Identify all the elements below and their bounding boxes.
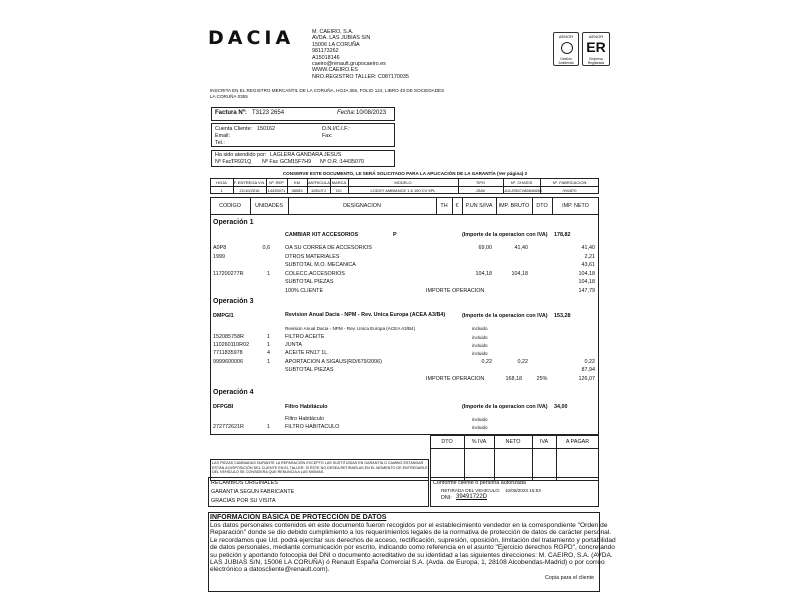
op3-importe-op-dto: 25% bbox=[536, 376, 548, 382]
vehicle-value-cell: 14435071 bbox=[267, 188, 286, 193]
line-header-cell: CODIGO bbox=[219, 203, 241, 209]
cuenta-value: 150162 bbox=[257, 126, 275, 132]
privacy-line: electrónico a datoscliente@renault.com). bbox=[210, 566, 330, 574]
row-incluido: incluido bbox=[472, 424, 488, 430]
row-desc: JUNTA bbox=[285, 342, 302, 349]
cuenta-label: Cuenta Cliente: bbox=[215, 126, 253, 132]
row-code: 117200277R bbox=[213, 270, 244, 277]
dealer-web: WWW.CAEIRO.ES bbox=[312, 67, 358, 74]
nfacgcm-label: Nº Fac GCM: bbox=[262, 159, 294, 165]
line-header-cell: TH bbox=[440, 203, 448, 209]
row-incluido: incluido bbox=[472, 342, 488, 348]
row-neto: 41,40 bbox=[581, 245, 595, 251]
cert-sub: Empresa Registrada bbox=[587, 57, 605, 65]
op4-incluido: incluido bbox=[472, 417, 488, 422]
leaf-icon bbox=[561, 42, 573, 54]
row-bruto: 41,40 bbox=[514, 245, 528, 251]
privacy-line: Le recordamos que Ud. podrá ejercitar sus derechos de acceso, rectificación, supresión, oposición, limitación del tratamiento y portabilidad bbox=[210, 536, 616, 544]
privacy-title: INFORMACIÓN BÁSICA DE PROTECCIÓN DE DATOS bbox=[210, 514, 387, 521]
cert-label: AENOR bbox=[558, 34, 574, 39]
vehicle-value-cell: 1155JTJ bbox=[310, 188, 327, 193]
row-neto: 0,22 bbox=[584, 358, 595, 365]
op4-importe: 34,00 bbox=[554, 404, 568, 410]
op4-code: DFPGBI bbox=[213, 404, 234, 410]
dealer-line: A15018146 bbox=[312, 54, 340, 61]
factura-number: T3123 2654 bbox=[252, 110, 285, 116]
op1-importe-op-label: IMPORTE OPERACION bbox=[426, 288, 485, 294]
op3-importe-op-bruto: 168,18 bbox=[505, 376, 522, 382]
nor-value: 14435070 bbox=[340, 159, 364, 165]
row-neto: 104,18 bbox=[578, 279, 595, 286]
copy-note: Copia para el cliente bbox=[545, 575, 595, 581]
row-neto: 104,18 bbox=[578, 270, 595, 277]
row-units: 1 bbox=[267, 342, 270, 349]
fax-label: Fax: bbox=[322, 133, 333, 139]
row-incluido: incluido bbox=[472, 334, 488, 340]
row-neto: 2,21 bbox=[584, 253, 595, 260]
row-neto: 87,94 bbox=[581, 366, 595, 373]
dacia-logo: DACIA bbox=[208, 27, 295, 49]
row-desc: APORTACION A SIGAUS(RD/679/2006) bbox=[285, 358, 382, 365]
vehicle-value-cell: 38083 bbox=[291, 188, 303, 193]
op3-name: Revision Anual Dacia - NPM - Rev. Unica Europa (ACEA A3/B4) bbox=[285, 312, 446, 318]
op1-importe-label: (Importe de la operacion con IVA) bbox=[462, 232, 548, 238]
vehicle-header-cell: F. ENTREGA V.N. bbox=[233, 180, 266, 185]
dealer-line: M. CAEIRO, S.A. bbox=[312, 29, 354, 35]
row-code: A0P8 bbox=[213, 245, 227, 251]
row-desc: SUBTOTAL PIEZAS bbox=[285, 279, 334, 286]
row-code: 1999 bbox=[213, 253, 225, 260]
vehicle-value-cell: DC bbox=[336, 188, 342, 193]
op4-name: Filtro Habitáculo bbox=[285, 404, 328, 410]
row-pun: 104,18 bbox=[475, 270, 492, 277]
vehicle-header-cell: MARCA bbox=[331, 180, 347, 185]
vehicle-value-cell: JSAV bbox=[475, 188, 486, 193]
nfac-label: Nº Fac: bbox=[215, 159, 233, 165]
privacy-line: Los datos personales contenidos en este documento fueron recogidos por el establecimiento vendedor en la correspondiente "Orden de bbox=[210, 522, 608, 529]
totals-header-cell: A PAGAR bbox=[565, 439, 590, 445]
row-neto: 43,61 bbox=[581, 262, 595, 269]
privacy-line: LAS JUBIAS S/N, 15006 LA CORUÑA) ó Renault España Comercial S.A. (Avda. de Europa, 1, 28108 Alcobendas-Madrid) o por correo bbox=[210, 559, 605, 567]
op1-importe-op: 147,79 bbox=[578, 288, 595, 294]
op3-importe-label: (Importe de la operacion con IVA) bbox=[462, 313, 548, 319]
row-pun: 69,00 bbox=[478, 245, 492, 251]
line-header-cell: IMP. NETO bbox=[562, 203, 589, 209]
recambios-originales: RECAMBIOS ORIGINALES bbox=[211, 480, 278, 486]
row-units: 4 bbox=[267, 350, 270, 357]
vehicle-header-cell: Nº. CHASIS bbox=[510, 180, 533, 185]
op3-sub: Revision Anual Dacia - NPM - Rev. Unica Europa (ACEA A3/B4) bbox=[285, 326, 416, 331]
op4-sub: Filtro Habitáculo bbox=[285, 416, 324, 422]
er-mark-icon: ER bbox=[586, 39, 606, 55]
warranty-note: CONSERVE ESTE DOCUMENTO, LE SERÁ SOLICITADO PARA LA APLICACIÓN DE LA GARANTÍA (Ver página) 2 bbox=[282, 171, 528, 176]
row-code: 152085758R bbox=[213, 334, 244, 340]
garantia-fabricante: GARANTIA SEGUN FABRICANTE bbox=[211, 489, 295, 495]
dni-label: D.N.I/C.I.F.: bbox=[322, 126, 350, 132]
nfac-value: TR921Q bbox=[231, 159, 252, 165]
row-desc: FILTRO ACEITE bbox=[285, 334, 325, 340]
row-desc: SUBTOTAL M.O. MECANICA bbox=[285, 262, 356, 269]
vehicle-header-cell: Nº. FABRICACION bbox=[552, 180, 587, 185]
op3-importe-op-label: IMPORTE OPERACION bbox=[426, 376, 485, 382]
dealer-line: 15006 LA CORUÑA bbox=[312, 41, 360, 48]
row-code: 7711835978 bbox=[213, 350, 243, 357]
vehicle-header-cell: KM bbox=[294, 180, 300, 185]
dealer-registry-no: NRO.REGISTRO TALLER: C087170035 bbox=[312, 73, 409, 80]
email-label: Email: bbox=[215, 133, 230, 139]
row-units: 1 bbox=[267, 424, 270, 430]
line-header-cell: UNIDADES bbox=[255, 203, 283, 209]
op1-cliente: 100% CLIENTE bbox=[285, 288, 324, 294]
op1-flag: P bbox=[393, 232, 397, 238]
vehicle-value-cell: UU1JSDCV86640680 bbox=[503, 188, 542, 193]
op1-name: CAMBIAR KIT ACCESORIOS bbox=[285, 232, 359, 238]
vehicle-header-cell: MODELO bbox=[394, 180, 412, 185]
retirada-label: RETIRADA DEL VEHICULO: bbox=[441, 488, 501, 493]
row-bruto: 104,18 bbox=[511, 270, 528, 277]
row-bruto: 0,22 bbox=[517, 358, 528, 365]
dealer-email: caeiro@renault.grupocaeiro.es bbox=[312, 61, 386, 68]
row-code: 110260110R02 bbox=[213, 342, 250, 349]
row-desc: SUBTOTAL PIEZAS bbox=[285, 366, 334, 373]
privacy-line: Reparación" donde se dio debido cumplimiento a los requerimientos legales de la normativa de protección de datos de carácter personal. bbox=[210, 529, 612, 537]
vehicle-value-cell: LODGY AMBIANCE 1.6 100 CV 5PL bbox=[370, 188, 436, 193]
factura-label: Factura Nº: bbox=[215, 110, 247, 116]
atendido-label: Ha sido atendido por: bbox=[215, 152, 267, 158]
op4-title: Operación 4 bbox=[213, 389, 254, 396]
vehicle-header-cell: TIPO bbox=[475, 180, 486, 185]
privacy-line: su petición y aportando fotocopia del DNI o documento acreditativo de su identidad a las siguientes direcciones: M. CAEIRO, S.A. (AVDA. bbox=[210, 551, 613, 559]
dealer-info bbox=[312, 29, 409, 80]
dealer-line: 981173262 bbox=[312, 48, 339, 55]
op3-title: Operación 3 bbox=[213, 298, 254, 305]
vehicle-value-cell: 1 bbox=[220, 188, 223, 193]
nfacgcm-value: 15F7H9 bbox=[292, 159, 312, 165]
totals-header-cell: IVA bbox=[539, 439, 549, 445]
aenor-environment-cert bbox=[553, 32, 579, 66]
row-desc: COLECC.ACCESORIOS bbox=[285, 270, 345, 277]
op3-importe: 153,28 bbox=[554, 313, 571, 319]
cert-label: AENOR bbox=[588, 34, 604, 39]
row-incluido: incluido bbox=[472, 350, 488, 356]
row-desc: FILTRO HABITACULO bbox=[285, 424, 340, 430]
aenor-er-cert bbox=[582, 32, 610, 66]
row-pun: 0,22 bbox=[481, 358, 492, 365]
vehicle-value-cell: 21/10/2016 bbox=[239, 188, 260, 193]
op1-importe: 178,82 bbox=[554, 232, 571, 238]
op3-incluido: incluido bbox=[472, 326, 488, 331]
dni-label: DNI: bbox=[441, 495, 452, 501]
privacy-line: de datos personales, mediante comunicación por escrito, indicando como referencia en el asunto "Ejercicio derechos RGPD", concretando bbox=[210, 544, 615, 552]
row-code: 9999600006 bbox=[213, 358, 243, 365]
op3-importe-op: 126,07 bbox=[578, 376, 595, 382]
retirada-value: 10/08/2023 15:53 bbox=[505, 488, 541, 493]
fecha-value: 10/08/2023 bbox=[356, 110, 387, 116]
vehicle-header-cell: Nº. REP bbox=[269, 180, 284, 185]
op1-title: Operación 1 bbox=[213, 219, 254, 226]
legal-parts-text: LAS PIEZAS CAMBIADAS DURANTE LA REPARACIÓN EXCEPTO LAS SUSTITUIDAS EN GARANTÍA O CAMBIO ESTANDAR ESTÁN A DISPOSICIÓN DEL CLIENTE EN EL TALLER. SI ÉSTE NO DESEA RETIRARLAS EN EL MOMENTO DE ENTREGARLE DEL VEHÍCULO SE CONSIDERA QUE RENUNCIA A LAS MISMAS. bbox=[212, 461, 428, 475]
row-desc: ACEITE RN17 1L. bbox=[285, 350, 329, 357]
line-header-cell: IMP. BRUTO bbox=[498, 203, 530, 209]
cert-sub: Gestión Ambiental bbox=[558, 57, 574, 65]
row-units: 0,6 bbox=[262, 245, 270, 251]
row-code: 272772621R bbox=[213, 424, 244, 430]
conforme-title: Conforme cliente o persona autorizada bbox=[433, 480, 526, 486]
gracias-visita: GRACIAS POR SU VISITA bbox=[211, 498, 276, 504]
vehicle-value-cell: /H4/870 bbox=[562, 188, 577, 193]
tel-label: Tel.: bbox=[215, 140, 225, 146]
row-units: 1 bbox=[267, 358, 270, 365]
row-desc: OTROS MATERIALES bbox=[285, 253, 340, 260]
dni-value: 39491722D bbox=[456, 494, 488, 500]
totals-header-cell: % IVA bbox=[471, 439, 487, 445]
line-header-cell: DTO bbox=[536, 203, 548, 209]
row-desc: OA SU CORREA DE ACCESORIOS bbox=[285, 245, 372, 251]
line-header-cell: P.UN S/IVA bbox=[465, 203, 493, 209]
vehicle-header-cell: MATRICULA bbox=[307, 180, 330, 185]
vehicle-header-cell: HOJA bbox=[216, 180, 227, 185]
row-units: 1 bbox=[267, 270, 270, 277]
fecha-label: Fecha: bbox=[337, 110, 356, 116]
op3-code: DMPGI1 bbox=[213, 313, 234, 319]
privacy-text bbox=[210, 522, 616, 574]
atendido-name: LAGLERA GANDARA JESUS bbox=[270, 152, 342, 158]
registry-note: INSCRITA EN EL REGISTRO MERCANTIL DE LA CORUÑA, HOJA 355, FOLIO 124, LIBRO 40 DE SOCIEDADES LA CORUÑA 0355 bbox=[210, 88, 445, 99]
nor-label: Nº O.R.: bbox=[320, 159, 340, 165]
op4-importe-label: (Importe de la operacion con IVA) bbox=[462, 404, 548, 410]
line-header-cell: DESIGNACION bbox=[343, 203, 381, 209]
dealer-line: AVDA. LAS JUBIAS S/N bbox=[312, 35, 371, 42]
totals-header-cell: DTO bbox=[441, 439, 453, 445]
totals-header-cell: NETO bbox=[505, 439, 521, 445]
row-units: 1 bbox=[267, 334, 270, 340]
line-header-cell: € bbox=[455, 203, 459, 209]
